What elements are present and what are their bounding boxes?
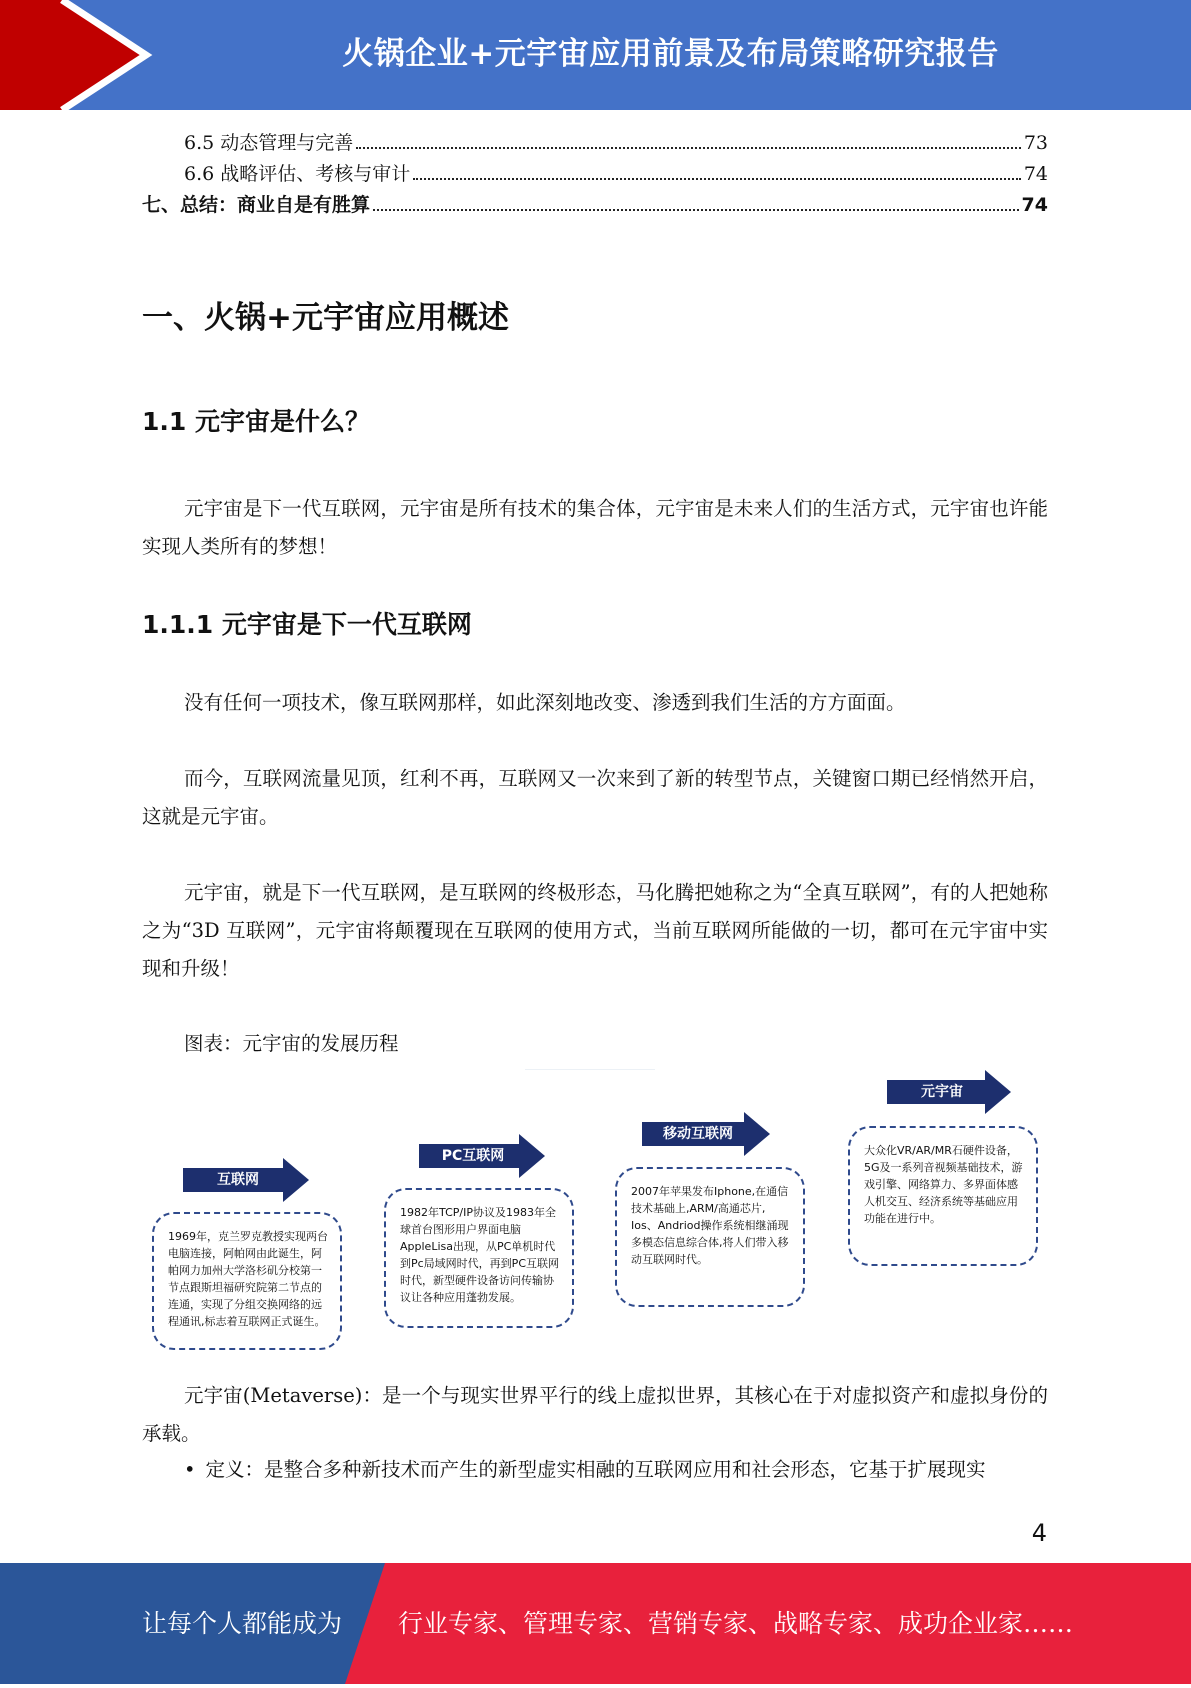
timeline-arrow-label: 移动互联网 xyxy=(663,1126,733,1142)
section-heading-1: 一、火锅+元宇宙应用概述 xyxy=(142,300,509,336)
paragraph: 没有任何一项技术，像互联网那样，如此深刻地改变、渗透到我们生活的方方面面。 xyxy=(184,691,906,714)
toc-entry-7[interactable] xyxy=(142,193,1048,217)
toc-page-number: 74 xyxy=(1023,163,1048,185)
timeline-arrow-internet xyxy=(183,1158,309,1202)
paragraph: 元宇宙，就是下一代互联网，是互联网的终极形态，马化腾把她称之为“全真互联网”，有的人把她称之为“3D 互联网”，元宇宙将颠覆现在互联网的使用方式，当前互联网所能做的一切，都可在元宇宙中实现和升级！ xyxy=(142,881,1048,980)
report-title: 火锅企业+元宇宙应用前景及布局策略研究报告 xyxy=(342,36,999,72)
bullet-symbol: • xyxy=(184,1458,196,1481)
footer-slogan-right: 行业专家、管理专家、营销专家、战略专家、成功企业家…… xyxy=(398,1609,1074,1638)
paragraph: 元宇宙是下一代互联网，元宇宙是所有技术的集合体，元宇宙是未来人们的生活方式，元宇宙也许能实现人类所有的梦想！ xyxy=(142,497,1048,558)
bullet-text: 定义：是整合多种新技术而产生的新型虚实相融的互联网应用和社会形态，它基于扩展现实 xyxy=(205,1458,986,1481)
timeline-arrow-metaverse xyxy=(887,1070,1011,1114)
toc-leader-dots xyxy=(373,209,1019,211)
timeline-box-mobile-internet: 2007年苹果发布Iphone,在通信技术基础上,ARM/高通芯片, Ios、Andriod操作系统相继涌现多模态信息综合体,将人们带入移动互联网时代。 xyxy=(615,1167,805,1307)
timeline-arrow-pc-internet xyxy=(419,1134,545,1178)
timeline-box-metaverse: 大众化VR/AR/MR石硬件设备，5G及一系列音视频基础技术，游戏引擎、网络算力、多界面体感人机交互、经济系统等基础应用功能在进行中。 xyxy=(848,1126,1038,1266)
timeline-box-internet: 1969年，克兰罗克教授实现两台电脑连接，阿帕网由此诞生，阿帕网力加州大学洛杉矶分校第一节点跟斯坦福研究院第二节点的连通，实现了分组交换网络的远程通讯,标志着互联网正式诞生。 xyxy=(152,1212,342,1350)
timeline-box-pc-internet: 1982年TCP/IP协议及1983年全球首台图形用户界面电脑AppleLisa出现，从PC单机时代到Pc局域网时代，再到PC互联网时代，新型硬件设备访问传输协议让各种应用蓬勃发展。 xyxy=(384,1188,574,1328)
toc-entry-text: 七、总结：商业自是有胜算 xyxy=(142,194,371,216)
paragraph: 元宇宙(Metaverse)：是一个与现实世界平行的线上虚拟世界，其核心在于对虚拟资产和虚拟身份的承载。 xyxy=(142,1384,1048,1445)
toc-entry-6-5[interactable] xyxy=(142,131,1048,155)
toc-leader-dots xyxy=(356,147,1021,149)
timeline-arrow-mobile-internet xyxy=(642,1112,770,1156)
toc-entry-text: 6.5 动态管理与完善 xyxy=(184,132,354,154)
footer-slogan-left: 让每个人都能成为 xyxy=(142,1609,343,1638)
toc-page-number: 74 xyxy=(1021,194,1048,216)
figure-caption: 图表：元宇宙的发展历程 xyxy=(184,1032,399,1055)
page-header xyxy=(0,0,1191,110)
section-heading-1-1: 1.1 元宇宙是什么？ xyxy=(142,407,370,436)
toc-leader-dots xyxy=(413,178,1021,180)
timeline-arrow-label: 互联网 xyxy=(217,1172,259,1188)
toc-page-number: 73 xyxy=(1023,132,1048,154)
page-number: 4 xyxy=(1031,1519,1047,1547)
timeline-arrow-label: 元宇宙 xyxy=(921,1084,963,1100)
development-timeline-figure xyxy=(142,1066,1048,1356)
paragraph: 而今，互联网流量见顶，红利不再，互联网又一次来到了新的转型节点，关键窗口期已经悄然开启，这就是元宇宙。 xyxy=(142,767,1048,828)
section-heading-1-1-1: 1.1.1 元宇宙是下一代互联网 xyxy=(142,610,472,639)
timeline-arrow-label: PC互联网 xyxy=(441,1148,505,1164)
bullet-item xyxy=(184,1458,986,1482)
toc-entry-text: 6.6 战略评估、考核与审计 xyxy=(184,163,411,185)
header-arrow-decoration xyxy=(0,0,160,110)
toc-entry-6-6[interactable] xyxy=(142,162,1048,186)
